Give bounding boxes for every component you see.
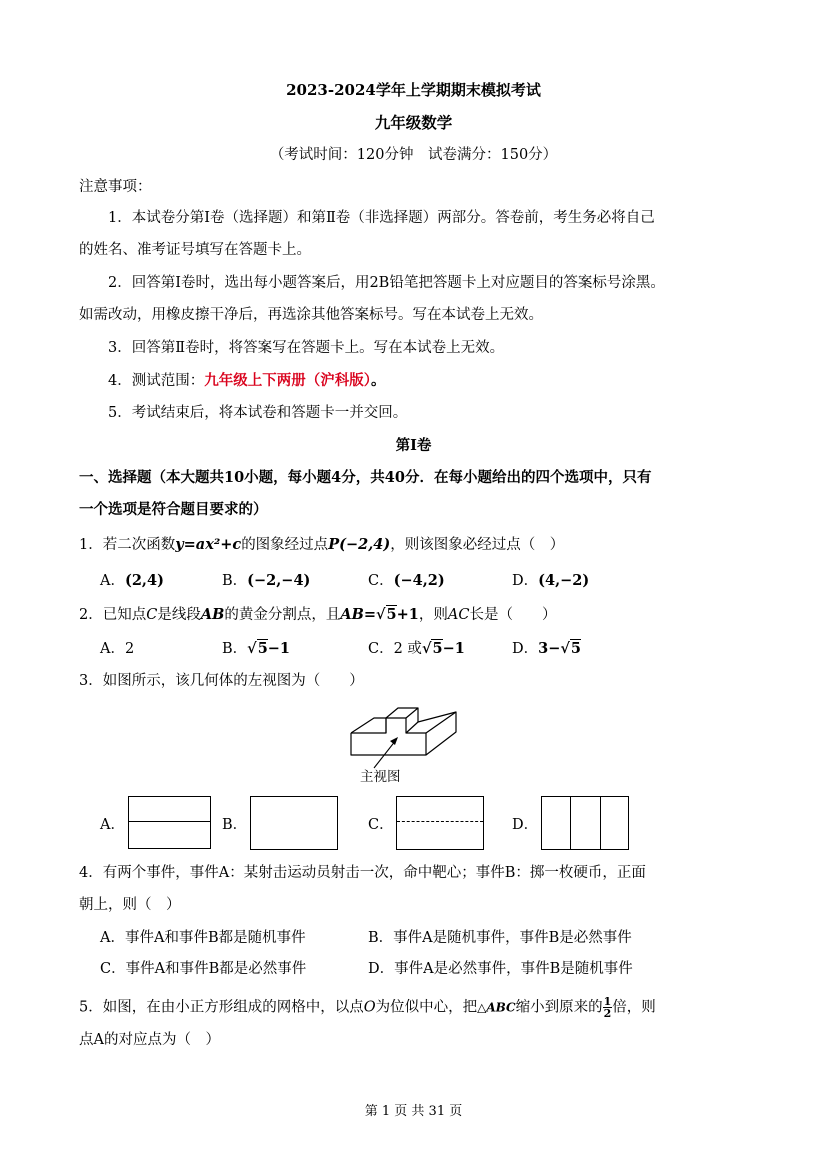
q5-fraction bbox=[603, 996, 613, 1019]
q2-option-c-label: C．2 或 bbox=[368, 641, 422, 657]
q1-option-d-value: (4,−2) bbox=[538, 572, 590, 589]
q3-option-b-label[interactable]: B． bbox=[222, 817, 248, 833]
q3-option-a-label[interactable]: A． bbox=[100, 817, 125, 833]
q4-option-a[interactable]: A．事件A和事件B都是随机事件 bbox=[100, 930, 306, 946]
note-4 bbox=[108, 371, 385, 391]
q1-prefix: 1．若二次函数 bbox=[79, 537, 176, 553]
q5-mid-2: 缩小到原来的 bbox=[515, 999, 603, 1016]
q2-option-d[interactable] bbox=[512, 639, 581, 659]
q2-suffix: 长是（ ） bbox=[469, 607, 557, 623]
q1-option-b-label: B． bbox=[222, 573, 248, 589]
q3-option-a-figure[interactable] bbox=[128, 796, 211, 849]
view-arrow bbox=[374, 737, 398, 768]
note-2-line-2: 如需改动，用橡皮擦干净后，再选涂其他答案标号。写在本试卷上无效。 bbox=[79, 307, 543, 323]
note-5: 5．考试结束后，将本试卷和答题卡一并交回。 bbox=[108, 405, 408, 421]
q3-option-c-figure[interactable] bbox=[396, 796, 484, 850]
q2-sqrt-sign: √ bbox=[376, 606, 386, 623]
q1-suffix: ，则该图象必经过点（ ） bbox=[390, 537, 565, 553]
q5-fraction-den: 2 bbox=[603, 1007, 612, 1020]
exam-title: 2023-2024学年上学期期末模拟考试 bbox=[286, 81, 541, 99]
q4-option-d[interactable]: D．事件A是必然事件，事件B是随机事件 bbox=[368, 961, 633, 977]
q2-mid-2: 的黄金分割点，且 bbox=[224, 607, 341, 623]
q1-option-c-label: C． bbox=[368, 573, 394, 589]
q1-option-b-value: (−2,−4) bbox=[247, 572, 311, 589]
front-view-label: 主视图 bbox=[360, 769, 401, 785]
section-title: 第Ⅰ卷 bbox=[395, 437, 432, 454]
question-4-line-2: 朝上，则（ ） bbox=[79, 897, 181, 913]
page-number: 第 1 页 共 31 页 bbox=[364, 1104, 463, 1119]
question-5-line-1 bbox=[79, 996, 656, 1019]
q1-option-c[interactable] bbox=[368, 571, 445, 591]
q2-option-c-sqrt: √5 bbox=[421, 640, 443, 657]
q1-option-b[interactable] bbox=[222, 571, 310, 591]
notes-heading: 注意事项： bbox=[79, 179, 152, 195]
subject-title: 九年级数学 bbox=[374, 113, 453, 132]
section-heading-line-2: 一个选项是符合题目要求的） bbox=[79, 501, 268, 518]
q1-option-a-value: (2,4) bbox=[124, 572, 164, 589]
q2-mid-3: ，则 bbox=[418, 607, 448, 623]
question-2 bbox=[79, 605, 556, 625]
q2-option-c-tail: −1 bbox=[442, 640, 465, 657]
q2-option-b-sqrt: √5 bbox=[247, 640, 268, 657]
q2-option-d-label: D． bbox=[512, 641, 539, 657]
q2-option-b-tail: −1 bbox=[267, 640, 291, 657]
q2-ac: AC bbox=[447, 607, 470, 623]
front-face-base bbox=[351, 733, 426, 755]
note-4-prefix: 4．测试范围： bbox=[108, 373, 205, 389]
q4-option-c[interactable]: C．事件A和事件B都是必然事件 bbox=[100, 961, 307, 977]
q5-fraction-num: 1 bbox=[603, 995, 612, 1008]
q3-option-c-label[interactable]: C． bbox=[368, 817, 394, 833]
q2-plus-one: +1 bbox=[396, 606, 419, 623]
exam-info: （考试时间：120分钟 试卷满分：150分） bbox=[269, 147, 558, 163]
q2-prefix: 2．已知点 bbox=[79, 607, 147, 623]
question-3: 3．如图所示，该几何体的左视图为（ ） bbox=[79, 673, 364, 689]
note-1-line-1: 1．本试卷分第Ⅰ卷（选择题）和第Ⅱ卷（非选择题）两部分。答卷前，考生务必将自己 bbox=[108, 210, 655, 226]
question-4-line-1: 4．有两个事件，事件A：某射击运动员射击一次，命中靶心；事件B：掷一枚硬币，正面 bbox=[79, 865, 646, 881]
q5-mid-1: 为位似中心，把 bbox=[375, 999, 478, 1016]
q1-option-c-value: (−4,2) bbox=[393, 572, 445, 589]
q2-sqrt5: 5 bbox=[386, 606, 397, 623]
q2-option-a[interactable]: A．2 bbox=[100, 641, 135, 657]
note-3: 3．回答第Ⅱ卷时，将答案写在答题卡上。写在本试卷上无效。 bbox=[108, 340, 505, 356]
note-4-suffix: 。 bbox=[370, 372, 386, 389]
q3-option-d-figure[interactable] bbox=[541, 796, 629, 850]
q3-option-b-figure[interactable] bbox=[250, 796, 338, 850]
q1-option-a[interactable] bbox=[100, 571, 164, 591]
q2-option-c[interactable] bbox=[368, 639, 465, 659]
q1-function: y=ax²+c bbox=[175, 536, 242, 553]
q2-option-d-sqrt: √5 bbox=[560, 640, 582, 657]
q2-option-d-head: 3− bbox=[538, 640, 561, 657]
q1-option-d-label: D． bbox=[512, 573, 539, 589]
q2-option-b-label: B． bbox=[222, 641, 248, 657]
q2-ab-equals: AB= bbox=[340, 606, 377, 623]
q2-segment: AB bbox=[200, 606, 225, 623]
q3-option-d-label[interactable]: D． bbox=[512, 817, 539, 833]
q5-mid-3: 倍，则 bbox=[612, 999, 656, 1016]
q4-option-b[interactable]: B．事件A是随机事件，事件B是必然事件 bbox=[368, 930, 632, 946]
q5-point-o: O bbox=[363, 999, 376, 1016]
q1-middle: 的图象经过点 bbox=[241, 537, 329, 553]
q1-point: P(−2,4) bbox=[328, 536, 391, 553]
q5-prefix: 5．如图，在由小正方形组成的网格中，以点 bbox=[79, 999, 364, 1016]
q1-option-d[interactable] bbox=[512, 571, 589, 591]
q1-option-a-label: A． bbox=[100, 573, 125, 589]
note-2-line-1: 2．回答第Ⅰ卷时，选出每小题答案后，用2B铅笔把答题卡上对应题目的答案标号涂黑。 bbox=[108, 275, 665, 291]
question-5-line-2: 点A的对应点为（ ） bbox=[79, 1032, 220, 1048]
question-1 bbox=[79, 535, 564, 555]
q2-point-c: C bbox=[146, 607, 158, 623]
section-heading-line-1: 一、选择题（本大题共10小题，每小题4分，共40分．在每小题给出的四个选项中，只有 bbox=[79, 469, 652, 486]
test-scope-highlight: 九年级上下两册（沪科版） bbox=[204, 372, 371, 389]
q2-option-b[interactable] bbox=[222, 639, 290, 659]
q2-mid-1: 是线段 bbox=[157, 607, 201, 623]
q5-triangle: △ABC bbox=[477, 1000, 516, 1015]
note-1-line-2: 的姓名、准考证号填写在答题卡上。 bbox=[79, 242, 311, 258]
